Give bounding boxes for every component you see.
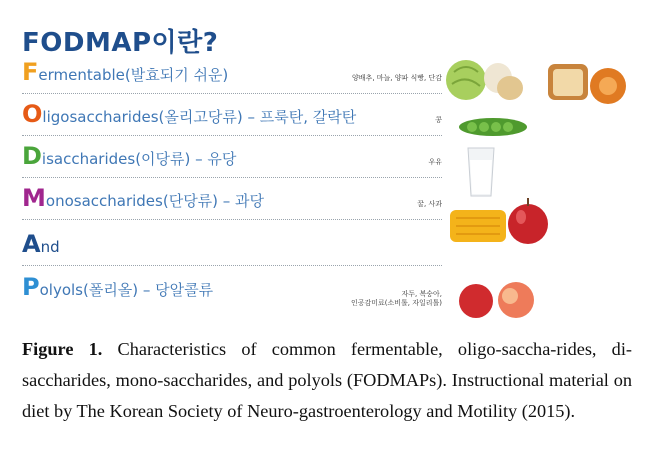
row-examples: 꿀, 사과 bbox=[417, 199, 442, 208]
row-polyols bbox=[22, 272, 442, 308]
row-examples: 자두, 복숭아, 인공감미료(소비톨, 자일리톨) bbox=[350, 289, 442, 307]
row-initial: O bbox=[22, 100, 43, 128]
row-initial: A bbox=[22, 230, 41, 258]
row-oligosaccharides bbox=[22, 100, 442, 136]
pea-pod-image bbox=[458, 116, 528, 138]
row-initial: M bbox=[22, 184, 46, 212]
plum-peach-image bbox=[456, 280, 540, 320]
row-label: olyols(폴리올) – 당알콜류 bbox=[39, 281, 214, 299]
row-disaccharides bbox=[22, 142, 442, 178]
page-title: FODMAP이란? bbox=[22, 28, 219, 58]
row-label: nd bbox=[40, 238, 60, 256]
row-examples: 콩 bbox=[435, 115, 442, 124]
row-label: isaccharides(이당류) – 유당 bbox=[41, 150, 237, 168]
apple-icon bbox=[508, 204, 548, 244]
row-initial: D bbox=[22, 142, 42, 170]
honey-apple-image bbox=[448, 196, 558, 248]
row-and bbox=[22, 230, 442, 266]
row-examples: 양배추, 마늘, 양파 식빵, 단감 bbox=[352, 73, 442, 82]
row-label: ermentable(발효되기 쉬운) bbox=[38, 66, 229, 84]
figure-caption bbox=[22, 334, 632, 427]
row-initial: P bbox=[22, 273, 40, 301]
caption-text: Characteristics of common fermentable, oligo-saccha-rides, di-saccharides, mono-saccharides, and polyols (FODMAPs). Instructional material on diet by The Korean Society of Neuro-gastroenterology and Motility (2015). bbox=[22, 339, 632, 421]
row-examples: 우유 bbox=[428, 157, 442, 166]
row-label: ligosaccharides(올리고당류) – 프룩탄, 갈락탄 bbox=[42, 108, 357, 126]
row-fermentable bbox=[22, 58, 442, 94]
plum-icon bbox=[459, 284, 493, 318]
row-label: onosaccharides(단당류) – 과당 bbox=[45, 192, 265, 210]
caption-label: Figure 1. bbox=[22, 339, 103, 359]
row-initial: F bbox=[22, 58, 39, 86]
milk-glass-image bbox=[466, 146, 496, 198]
food-image-cabbage-garlic-onion-bread-persimmon bbox=[446, 46, 646, 108]
row-monosaccharides bbox=[22, 184, 442, 220]
onion-icon bbox=[497, 76, 523, 100]
